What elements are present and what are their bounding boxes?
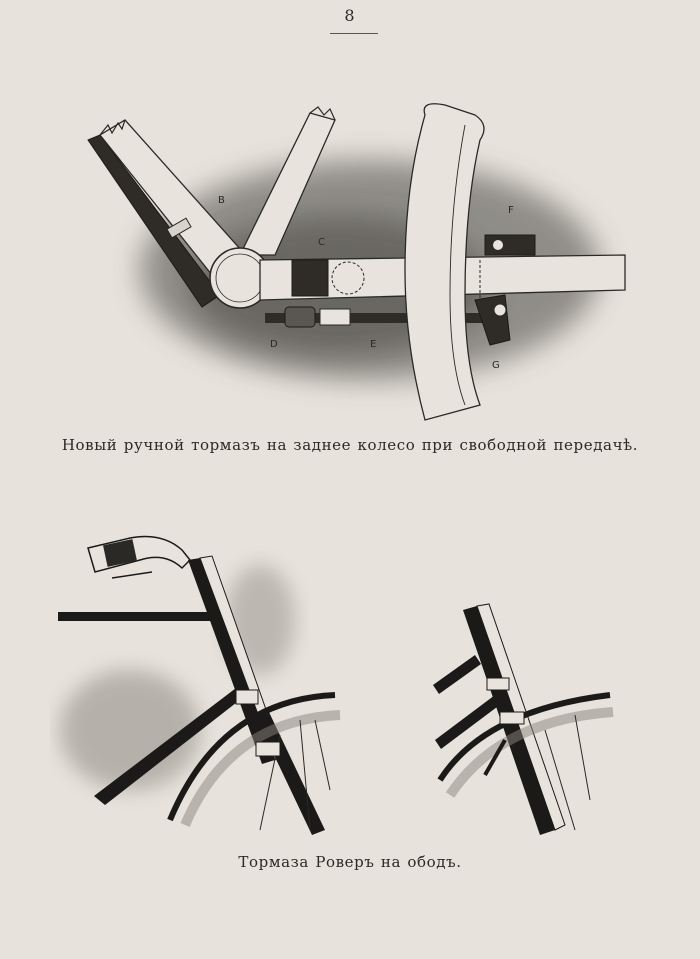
brake-clamp <box>236 690 258 704</box>
label-c: C <box>318 237 325 248</box>
figure-bottom-caption: Тормаза Роверъ на ободъ. <box>238 853 462 871</box>
page-number-rule <box>330 33 378 34</box>
page-number: 8 <box>344 6 356 25</box>
label-g: G <box>492 360 500 371</box>
top-tube <box>58 612 218 621</box>
roover-brake-front-illustration <box>50 520 350 840</box>
handlebar-grip <box>88 537 190 573</box>
brake-shoe-f <box>485 235 535 255</box>
label-b: B <box>218 195 225 206</box>
down-tube <box>435 695 501 749</box>
clamp-c <box>292 260 328 296</box>
top-tube <box>433 655 481 694</box>
label-e: E <box>370 339 377 350</box>
label-d: D <box>270 339 278 350</box>
brake-mechanism-illustration <box>80 95 640 425</box>
roover-brake-detail-illustration <box>425 600 625 840</box>
label-f: F <box>508 205 514 216</box>
figure-top-caption: Новый ручной тормазъ на заднее колесо при свободной передачѣ. <box>61 436 639 454</box>
brake-clamp <box>487 678 509 690</box>
